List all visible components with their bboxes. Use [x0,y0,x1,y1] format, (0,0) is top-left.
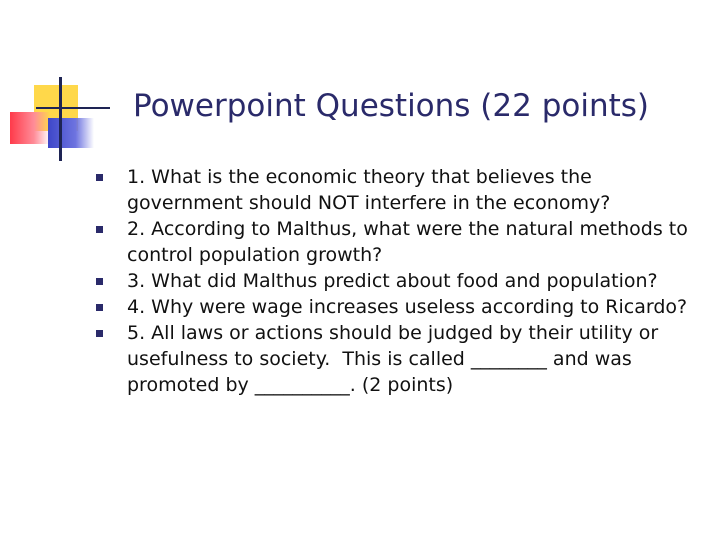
question-item [96,294,706,320]
question-text: 3. What did Malthus predict about food and population? [127,270,658,292]
question-list [96,164,706,398]
logo-blue-square [48,118,94,148]
question-item [96,320,706,398]
question-text: 1. What is the economic theory that believes the government should NOT interfere in the economy? [127,166,611,214]
slide-title: Powerpoint Questions (22 points) [133,88,649,124]
decorative-logo-graphic [0,0,110,170]
square-bullet-icon [96,174,103,181]
question-text: 4. Why were wage increases useless according to Ricardo? [127,296,688,318]
square-bullet-icon [96,330,103,337]
question-text: 2. According to Malthus, what were the natural methods to control population growth? [127,218,694,266]
question-text: 5. All laws or actions should be judged by their utility or usefulness to society. This is called ________ and was promoted by __________. (2 points) [127,322,665,396]
question-item [96,216,706,268]
logo-horizontal-line [36,107,110,109]
logo-vertical-line [59,77,62,161]
square-bullet-icon [96,226,103,233]
question-item [96,268,706,294]
question-item [96,164,706,216]
logo-red-square [10,112,50,144]
square-bullet-icon [96,278,103,285]
square-bullet-icon [96,304,103,311]
